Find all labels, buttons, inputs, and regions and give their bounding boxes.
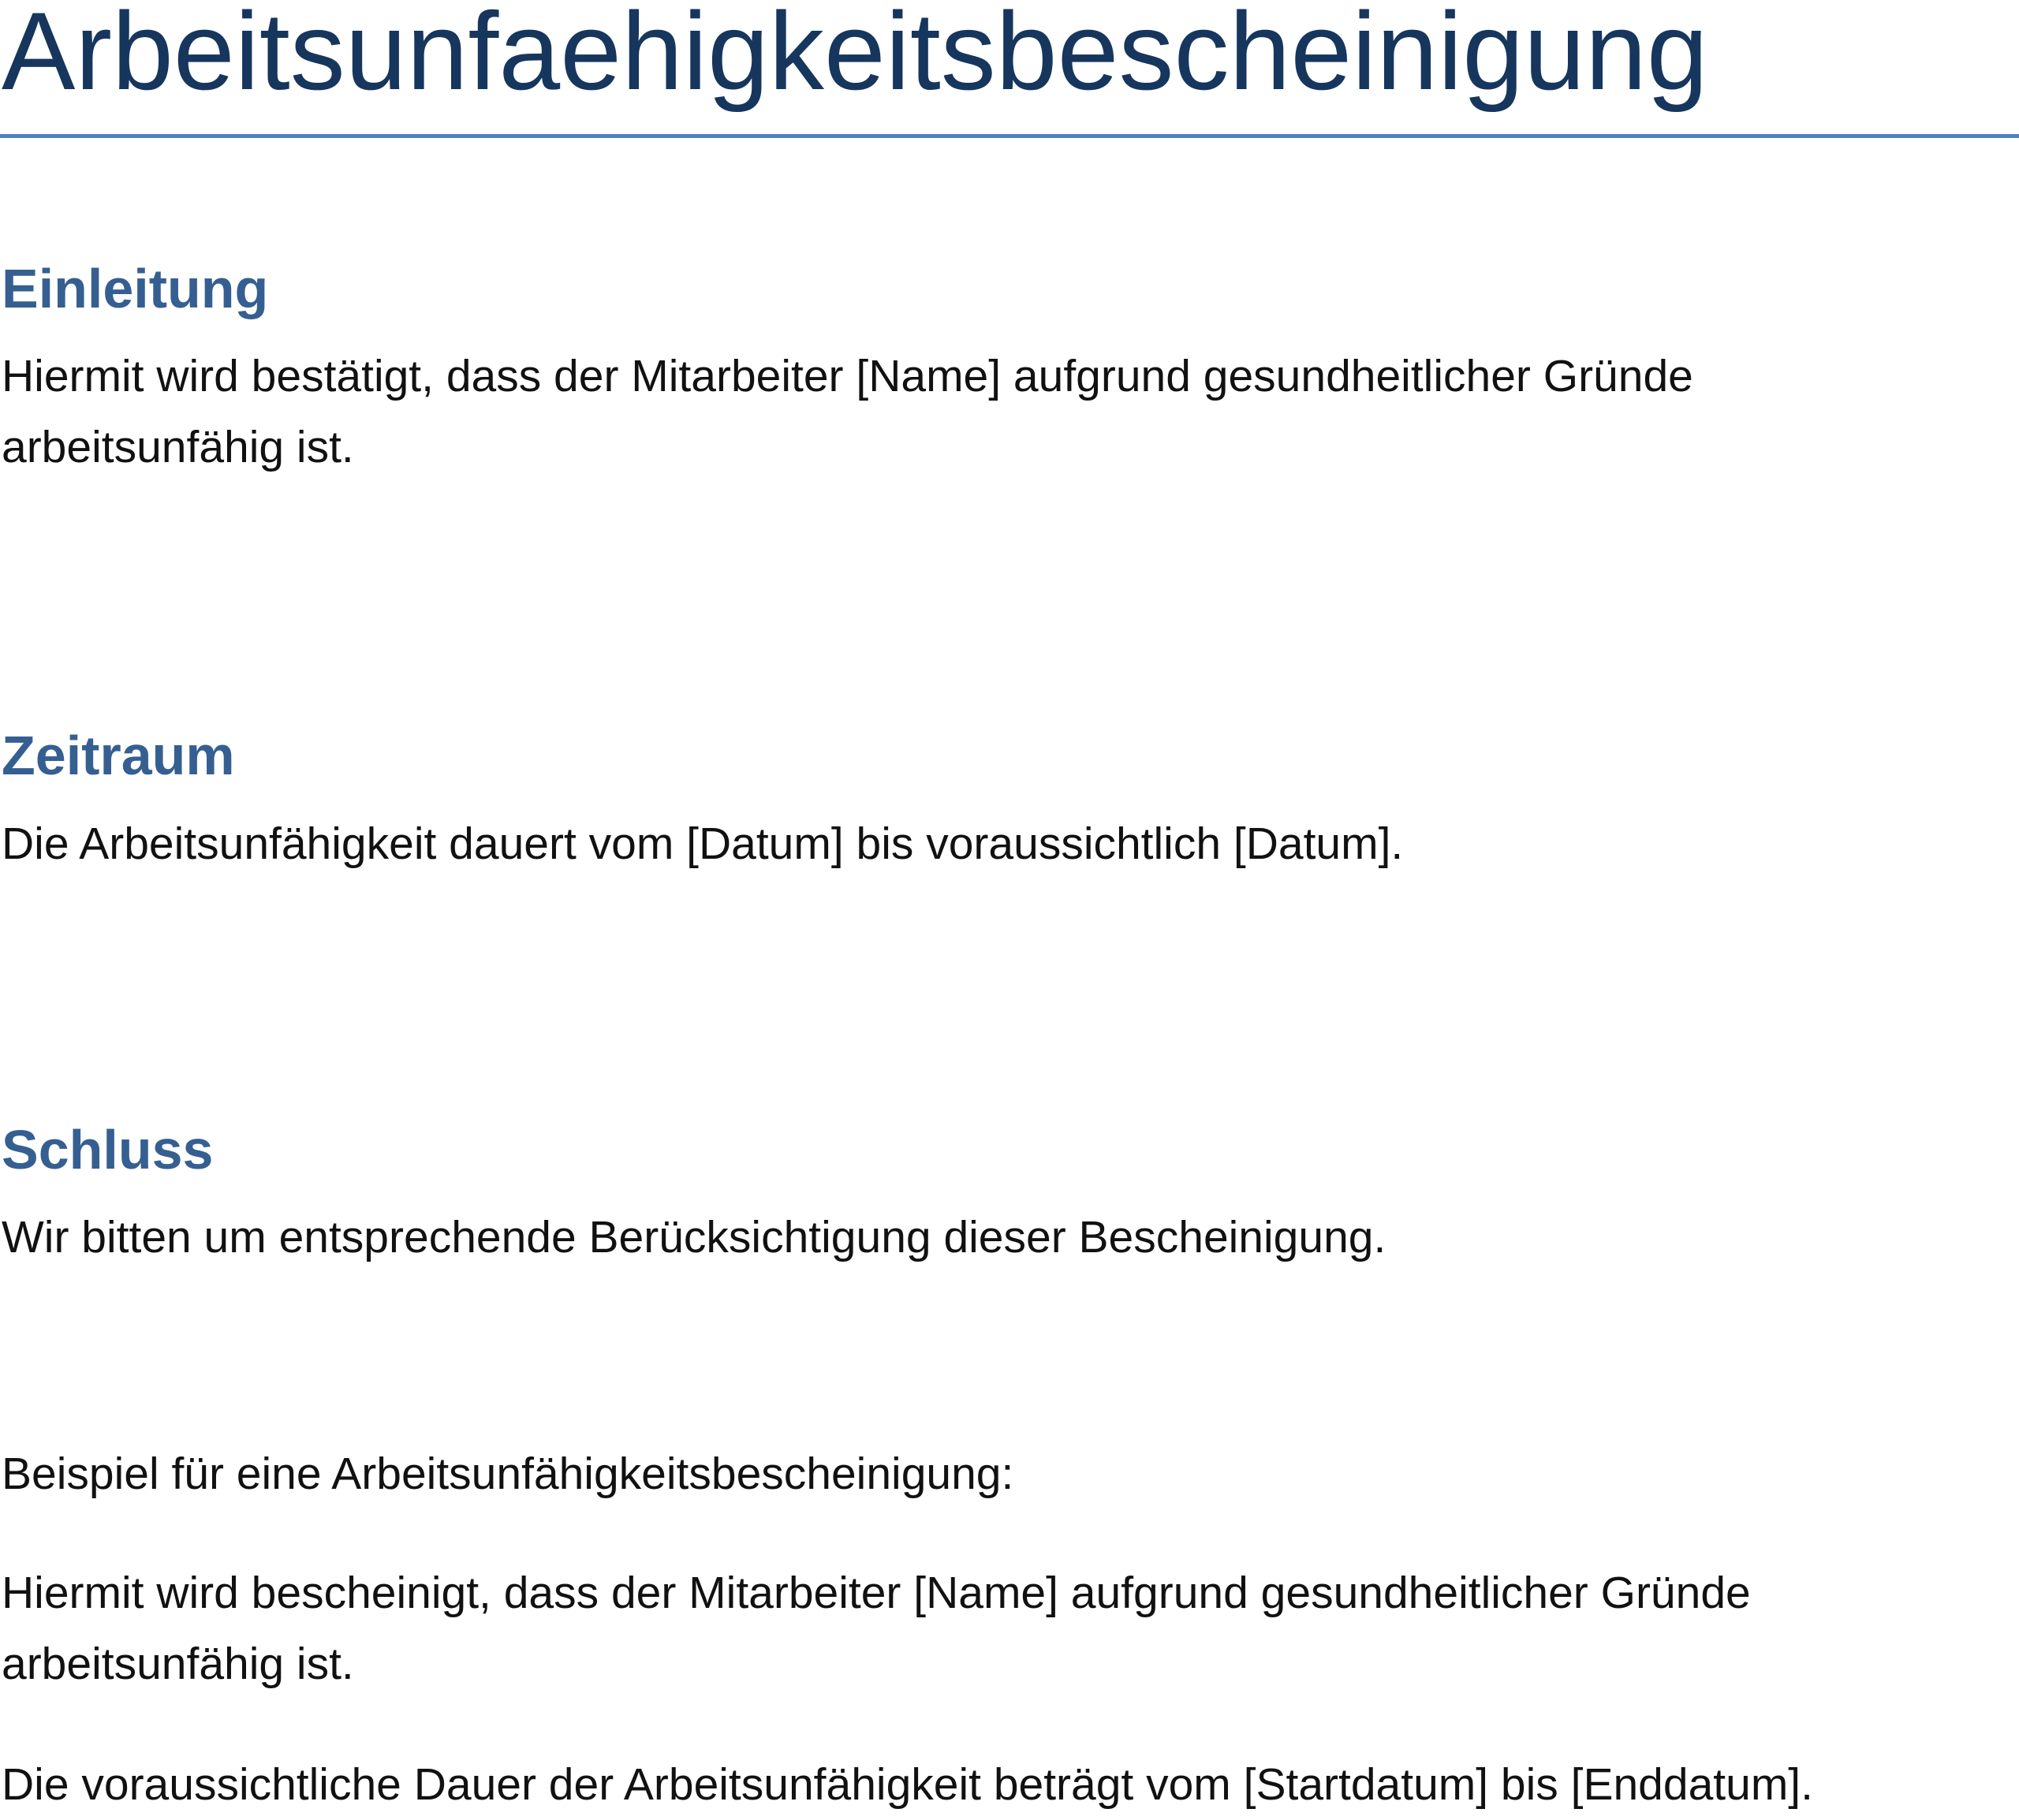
example-paragraph-1: Hiermit wird bescheinigt, dass der Mitarbeiter [Name] aufgrund gesundheitlicher Gründe arbeitsunfähig ist. [2, 1568, 1751, 1689]
section-body-einleitung: Hiermit wird bestätigt, dass der Mitarbeiter [Name] aufgrund gesundheitlicher Gründe arbeitsunfähig ist. [2, 351, 1693, 472]
example-intro: Beispiel für eine Arbeitsunfähigkeitsbescheinigung: [2, 1449, 1014, 1499]
section-heading-schluss: Schluss [2, 1119, 214, 1180]
section-body-schluss: Wir bitten um entsprechende Berücksichtigung dieser Bescheinigung. [2, 1212, 1386, 1262]
section-body-zeitraum: Die Arbeitsunfähigkeit dauert vom [Datum] bis voraussichtlich [Datum]. [2, 819, 1404, 869]
example-paragraph-2: Die voraussichtliche Dauer der Arbeitsunfähigkeit beträgt vom [Startdatum] bis [Enddatum]. [2, 1759, 1813, 1810]
document-title: Arbeitsunfaehigkeitsbescheinigung [2, 0, 1708, 113]
section-heading-zeitraum: Zeitraum [2, 725, 235, 786]
section-heading-einleitung: Einleitung [2, 258, 269, 319]
title-underline-rule [0, 134, 2019, 138]
